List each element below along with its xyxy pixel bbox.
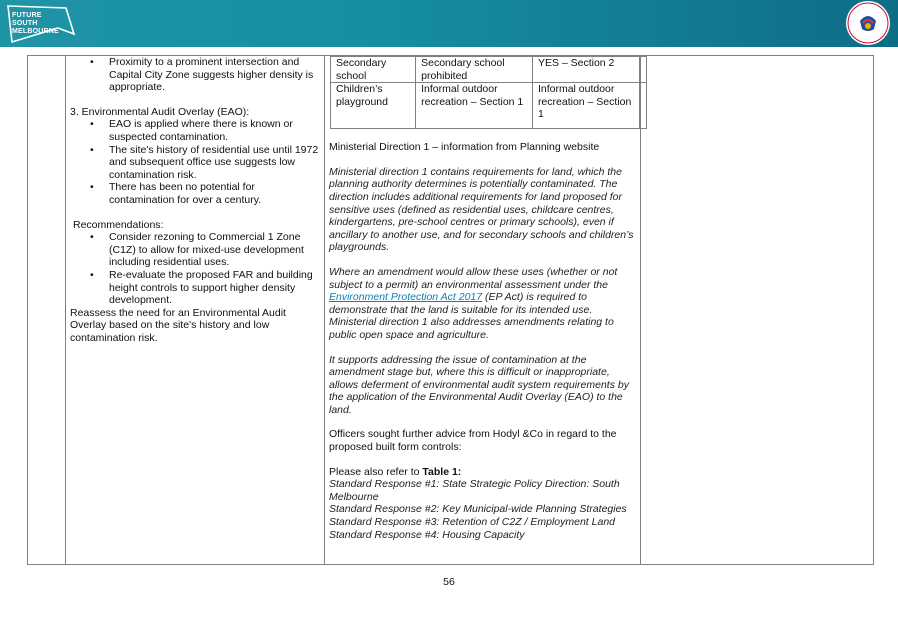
column-divider-2 <box>324 55 325 565</box>
city-of-port-phillip-seal <box>846 1 890 45</box>
bullet-list-intro <box>70 56 320 94</box>
bullet-list-eao <box>70 118 320 206</box>
recommendations-heading: Recommendations: <box>73 218 164 231</box>
logo-line-1: FUTURE <box>12 12 42 19</box>
logo-line-2: SOUTH <box>12 20 38 27</box>
list-item: • Consider rezoning to Commercial 1 Zone (C1Z) to allow for mixed-use development including residential uses. <box>70 231 320 269</box>
standard-response-1: Standard Response #1: State Strategic Policy Direction: South Melbourne <box>329 478 620 503</box>
standard-response-2: Standard Response #2: Key Municipal-wide Planning Strategies <box>329 503 627 516</box>
table-cell: Secondary school prohibited <box>416 57 533 83</box>
sensitive-uses-table <box>330 56 647 129</box>
ministerial-direction-paragraph-2 <box>329 266 639 342</box>
standard-response-4: Standard Response #4: Housing Capacity <box>329 528 525 541</box>
bullet-list-recommendations <box>70 231 320 307</box>
table-row <box>331 83 647 129</box>
ministerial-direction-paragraph-3: It supports addressing the issue of contamination at the amendment stage but, where this is difficult or inappropriate, allows deferment of environmental audit system requirements by the application of the Environmental Audit Overlay (EAO) to the land. <box>329 353 629 416</box>
ministerial-direction-heading: Ministerial Direction 1 – information from Planning website <box>329 141 600 154</box>
table-cell: YES – Section 2 <box>532 57 639 83</box>
list-item: • The site's history of residential use until 1972 and subsequent office use suggests low contamination risk. <box>70 144 320 182</box>
ep-act-link[interactable]: Environment Protection Act 2017 <box>329 291 483 304</box>
paragraph-text: (EP Act) is required to demonstrate that the land is suitable for its intended use. Ministerial direction 1 also addresses amendments relating to public open space and agriculture. <box>329 291 614 341</box>
table-cell: Secondary school <box>331 57 416 83</box>
table-cell: Informal outdoor recreation – Section 1 <box>532 83 639 129</box>
closing-recommendation: Reassess the need for an Environmental Audit Overlay based on the site's history and low contamination risk. <box>70 306 286 344</box>
seal-text <box>846 1 847 2</box>
table-cell: Children’s playground <box>331 83 416 129</box>
officer-response-cell <box>329 56 639 541</box>
column-divider-3 <box>640 55 641 565</box>
page-number: 56 <box>443 576 455 588</box>
logo-line-3: MELBOURNE <box>12 28 59 35</box>
submission-summary-cell <box>70 56 320 344</box>
standard-response-3: Standard Response #3: Retention of C2Z / Employment Land <box>329 516 616 529</box>
table-cell-empty <box>639 57 646 83</box>
column-divider-1 <box>65 55 66 565</box>
table-row <box>331 57 647 83</box>
list-item: • EAO is applied where there is known or suspected contamination. <box>70 118 320 143</box>
ministerial-direction-paragraph-1: Ministerial direction 1 contains requirements for land, which the planning authority determines is potentially contaminated. The direction includes additional requirements for land proposed for sensitive uses (defined as residential uses, childcare centres, kindergartens, pre-school centres or primary schools), even if ancillary to another use, and for secondary schools and children’s playgrounds. <box>329 165 634 254</box>
eao-heading: 3. Environmental Audit Overlay (EAO): <box>70 105 250 118</box>
list-item: • There has been no potential for contamination for over a century. <box>70 181 320 206</box>
officers-advice: Officers sought further advice from Hodyl &Co in regard to the proposed built form controls: <box>329 428 617 454</box>
seal-emblem-icon <box>846 1 890 45</box>
paragraph-text: Where an amendment would allow these uses (whether or not subject to a permit) an environmental assessment under the <box>329 265 618 291</box>
list-item: • Re-evaluate the proposed FAR and building height controls to support higher density development. <box>70 269 320 307</box>
refer-line <box>329 466 639 479</box>
list-item: • Proximity to a prominent intersection and Capital City Zone suggests higher density is appropriate. <box>70 56 320 94</box>
future-south-melbourne-logo <box>6 4 76 44</box>
refer-table-label: Table 1: <box>422 465 462 478</box>
header-bar <box>0 0 898 47</box>
table-cell-empty <box>639 83 646 129</box>
refer-prefix: Please also refer to <box>329 465 423 478</box>
table-cell: Informal outdoor recreation – Section 1 <box>416 83 533 129</box>
